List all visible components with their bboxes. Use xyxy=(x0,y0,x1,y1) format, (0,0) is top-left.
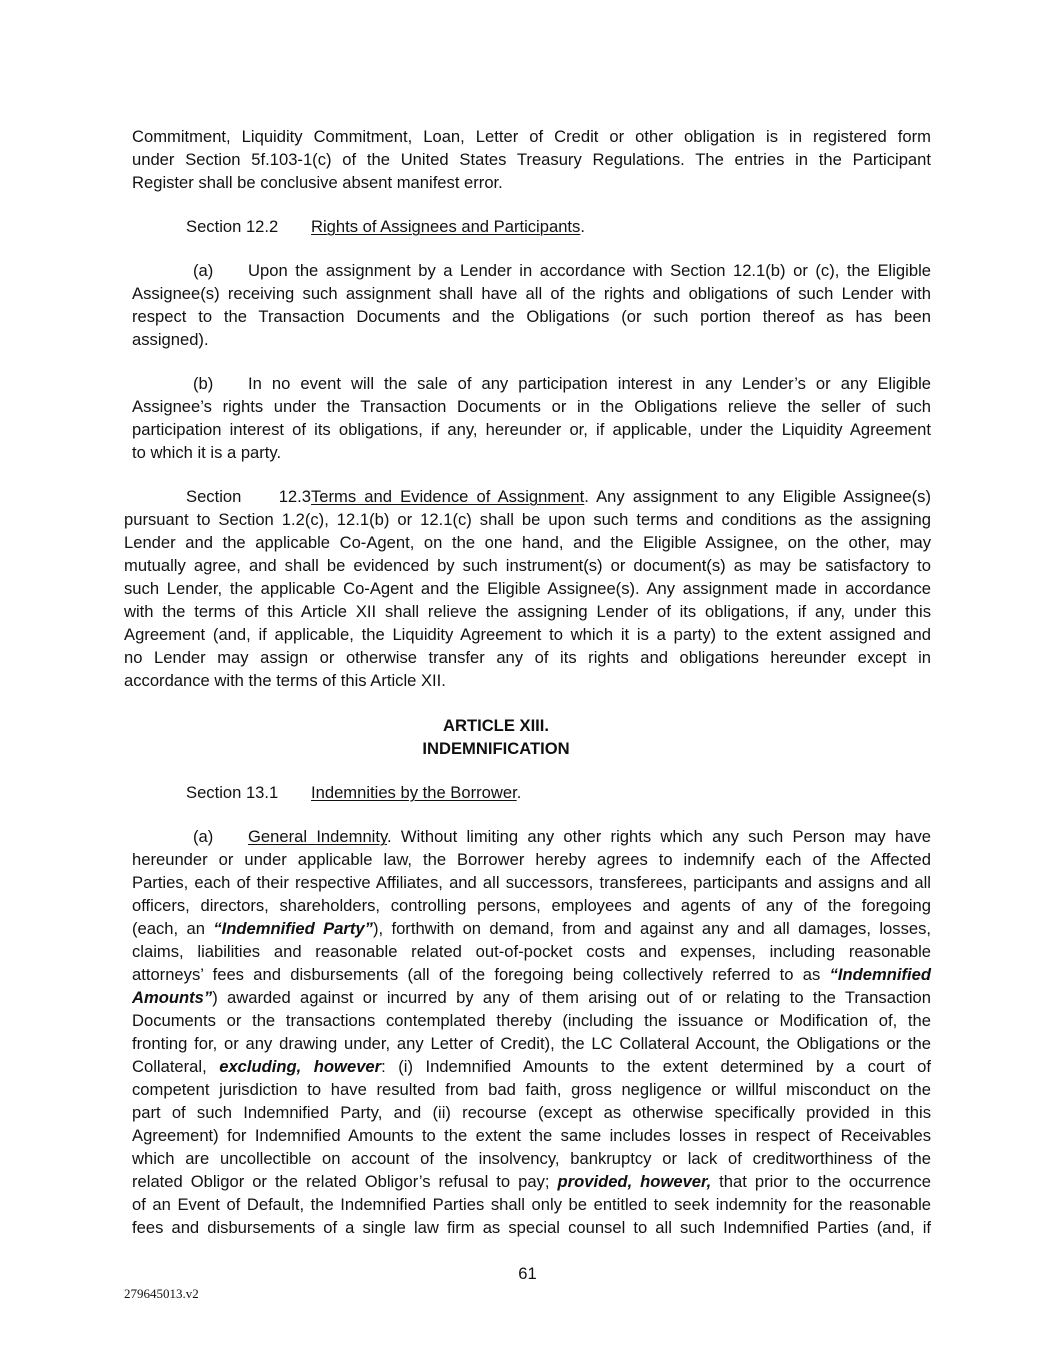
text-segment: Collateral, xyxy=(132,1057,220,1076)
text-segment: related Obligor or the related Obligor’s refusal to pay; xyxy=(132,1172,558,1191)
text-line: fees and disbursements of a single law firm as special counsel to all such Indemnified Parties (and, if xyxy=(132,1218,931,1237)
text-segment: . Without limiting any other rights which any such Person may have xyxy=(387,827,931,846)
section-number: Section 12.3 xyxy=(186,487,311,506)
article-heading xyxy=(124,714,868,760)
text-segment: Upon the assignment by a Lender in accordance with Section 12.1(b) or (c), the Eligible xyxy=(248,261,931,280)
text-line: such Lender, the applicable Co-Agent and the Eligible Assignee(s). Any assignment made in accordance xyxy=(124,579,931,598)
text-line: claims, liabilities and reasonable related out-of-pocket costs and expenses, including reasonable xyxy=(132,942,931,961)
clause-label: (b) xyxy=(193,374,214,393)
emphasis: provided, however, xyxy=(557,1172,712,1191)
text-segment: (each, an xyxy=(132,919,214,938)
text-line xyxy=(132,963,931,986)
section-number: Section 12.2 xyxy=(186,217,279,236)
article-title: INDEMNIFICATION xyxy=(422,739,570,758)
text-line: respect to the Transaction Documents and the Obligations (or such portion thereof as has been xyxy=(132,307,931,326)
section-12-2-b-paragraph xyxy=(132,372,931,464)
text-line: Assignee’s rights under the Transaction Documents or in the Obligations relieve the seller of such xyxy=(132,397,931,416)
text-line: hereunder or under applicable law, the Borrower hereby agrees to indemnify each of the Affected xyxy=(132,850,931,869)
text-line: accordance with the terms of this Article XII. xyxy=(124,671,446,690)
general-indemnity-paragraph xyxy=(132,825,931,1239)
text-line: pursuant to Section 1.2(c), 12.1(b) or 12.1(c) shall be upon such terms and conditions as the assigning xyxy=(124,510,931,529)
text-line: Agreement (and, if applicable, the Liquidity Agreement to which it is a party) to the extent assigned and xyxy=(124,625,931,644)
participant-register-paragraph xyxy=(132,125,931,194)
text-line: participation interest of its obligations, if any, hereunder or, if applicable, under the Liquidity Agreement xyxy=(132,420,931,439)
text-line: officers, directors, shareholders, controlling persons, employees and agents of any of the foregoing xyxy=(132,896,931,915)
text-line: which are uncollectible on account of the insolvency, bankruptcy or lack of creditworthiness of the xyxy=(132,1149,931,1168)
defined-term: Amounts” xyxy=(132,988,213,1007)
clause-label: (a) xyxy=(193,827,214,846)
text-line: competent jurisdiction to have resulted from bad faith, gross negligence or willful misconduct on the xyxy=(132,1080,931,1099)
text-line: mutually agree, and shall be evidenced by such instrument(s) or document(s) as may be satisfactory to xyxy=(124,556,931,575)
text-segment: ) awarded against or incurred by any of them arising out of or relating to the Transaction xyxy=(212,988,931,1007)
text-line: Commitment, Liquidity Commitment, Loan, Letter of Credit or other obligation is in registered form xyxy=(132,127,931,146)
text-line: Agreement) for Indemnified Amounts to the extent the same includes losses in respect of Receivables xyxy=(132,1126,931,1145)
article-number: ARTICLE XIII. xyxy=(442,716,550,735)
text-line: part of such Indemnified Party, and (ii) recourse (except as otherwise specifically provided in this xyxy=(132,1103,931,1122)
text-segment: In no event will the sale of any participation interest in any Lender’s or any Eligible xyxy=(248,374,931,393)
text-line: Assignee(s) receiving such assignment shall have all of the rights and obligations of such Lender with xyxy=(132,284,931,303)
page-number: 61 xyxy=(518,1264,537,1283)
text-segment: ), forthwith on demand, from and against any and all damages, losses, xyxy=(372,919,931,938)
text-line: Register shall be conclusive absent manifest error. xyxy=(132,173,503,192)
defined-term: “Indemnified xyxy=(829,965,931,984)
text-line xyxy=(132,259,931,282)
text-line xyxy=(124,485,931,508)
document-id: 279645013.v2 xyxy=(124,1286,199,1301)
text-line: Parties, each of their respective Affiliates, and all successors, transferees, participants and assigns and all xyxy=(132,873,931,892)
text-line: assigned). xyxy=(132,330,209,349)
section-12-2-a-paragraph xyxy=(132,259,931,351)
text-line xyxy=(132,825,931,848)
section-title: Terms and Evidence of Assignment xyxy=(311,487,585,506)
text-line: under Section 5f.103-1(c) of the United States Treasury Regulations. The entries in the Participant xyxy=(132,150,931,169)
section-13-1-heading xyxy=(186,781,521,804)
text-line xyxy=(132,1055,931,1078)
text-line: fronting for, or any drawing under, any Letter of Credit), the LC Collateral Account, the Obligations or the xyxy=(132,1034,931,1053)
text-line: no Lender may assign or otherwise transfer any of its rights and obligations hereunder except in xyxy=(124,648,931,667)
text-line: to which it is a party. xyxy=(132,443,282,462)
text-segment: . Any assignment to any Eligible Assignee(s) xyxy=(584,487,931,506)
section-title: Rights of Assignees and Participants xyxy=(311,217,581,236)
text-line: Documents or the transactions contemplated thereby (including the issuance or Modification of, the xyxy=(132,1011,931,1030)
section-12-2-heading xyxy=(186,215,585,238)
text-line xyxy=(132,372,931,395)
text-line xyxy=(132,1170,931,1193)
section-title-end: . xyxy=(516,783,522,802)
section-number: Section 13.1 xyxy=(186,783,279,802)
text-line: with the terms of this Article XII shall relieve the assigning Lender of its obligations, if any, under this xyxy=(124,602,931,621)
text-segment: : (i) Indemnified Amounts to the extent determined by a court of xyxy=(381,1057,931,1076)
text-line: of an Event of Default, the Indemnified Parties shall only be entitled to seek indemnity for the reasonable xyxy=(132,1195,931,1214)
text-line xyxy=(132,917,931,940)
defined-term: “Indemnified Party” xyxy=(213,919,373,938)
section-12-3-paragraph xyxy=(124,485,931,692)
clause-title: General Indemnity xyxy=(248,827,388,846)
emphasis: excluding, however xyxy=(219,1057,382,1076)
text-segment: that prior to the occurrence xyxy=(711,1172,931,1191)
text-line: Lender and the applicable Co-Agent, on the one hand, and the Eligible Assignee, on the other, may xyxy=(124,533,931,552)
section-title: Indemnities by the Borrower xyxy=(311,783,517,802)
section-title-end: . xyxy=(580,217,585,236)
clause-label: (a) xyxy=(193,261,214,280)
text-segment: attorneys’ fees and disbursements (all of the foregoing being collectively referred to as xyxy=(132,965,830,984)
text-line xyxy=(132,986,931,1009)
